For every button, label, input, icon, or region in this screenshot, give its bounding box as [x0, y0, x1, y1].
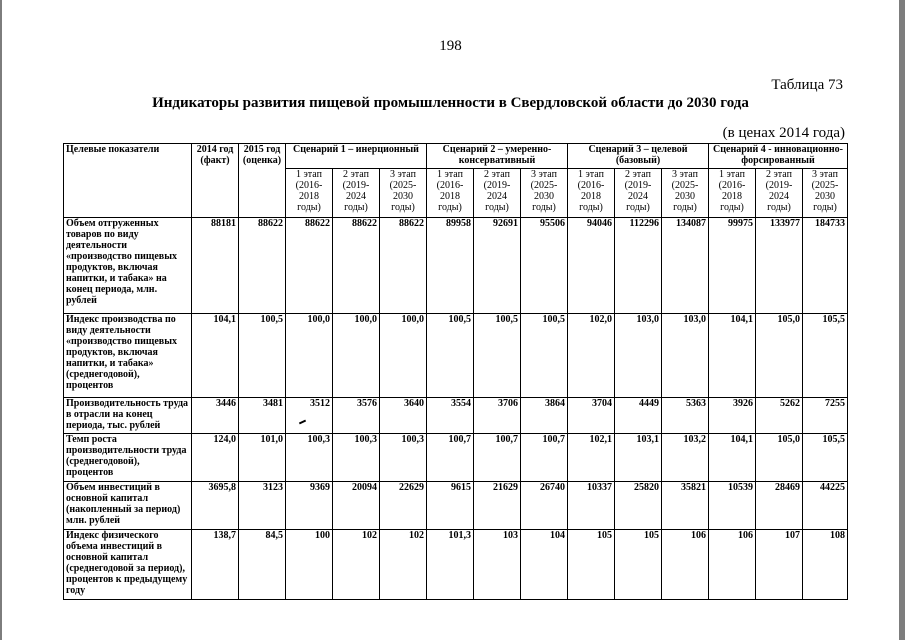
- cell: 3706: [474, 398, 521, 434]
- cell: 44225: [803, 482, 848, 530]
- header-scenario-1: Сценарий 1 – инерционный: [286, 144, 427, 169]
- header-row-scenarios: [64, 144, 848, 169]
- cell: 94046: [568, 218, 615, 314]
- stage-2-header: 2 этап (2019-2024 годы): [474, 169, 521, 218]
- cell: 108: [803, 530, 848, 600]
- cell: 103: [474, 530, 521, 600]
- header-scenario-2: Сценарий 2 – умеренно-консервативный: [427, 144, 568, 169]
- cell: 106: [662, 530, 709, 600]
- cell: 21629: [474, 482, 521, 530]
- stage-1-header: 1 этап (2016-2018 годы): [709, 169, 756, 218]
- table-title: Индикаторы развития пищевой промышленности в Свердловской области до 2030 года: [152, 95, 749, 111]
- cell: 100,7: [474, 434, 521, 482]
- table-row: [64, 482, 848, 530]
- table-row: [64, 398, 848, 434]
- cell: 105,0: [756, 314, 803, 398]
- stage-1-header: 1 этап (2016-2018 годы): [427, 169, 474, 218]
- stage-1-header: 1 этап (2016-2018 годы): [568, 169, 615, 218]
- cell: 5363: [662, 398, 709, 434]
- cell: 88181: [192, 218, 239, 314]
- cell: 3123: [239, 482, 286, 530]
- cell: 7255: [803, 398, 848, 434]
- cell: 22629: [380, 482, 427, 530]
- header-2015: 2015 год (оценка): [239, 144, 286, 218]
- table-row: [64, 434, 848, 482]
- cell: 100,5: [427, 314, 474, 398]
- price-note: (в ценах 2014 года): [722, 125, 845, 141]
- cell: 134087: [662, 218, 709, 314]
- cell: 88622: [286, 218, 333, 314]
- cell: 103,0: [662, 314, 709, 398]
- cell: 3704: [568, 398, 615, 434]
- cell: 101,0: [239, 434, 286, 482]
- row-label: Объем отгруженных товаров по виду деятельности «производство пищевых продуктов, включая напитки, и табака» на конец периода, млн. рублей: [64, 218, 192, 314]
- table-row: [64, 314, 848, 398]
- row-label: Объем инвестиций в основной капитал (накопленный за период) млн. рублей: [64, 482, 192, 530]
- cell: 20094: [333, 482, 380, 530]
- cell: 184733: [803, 218, 848, 314]
- cell: 100,5: [521, 314, 568, 398]
- cell: 100,5: [239, 314, 286, 398]
- cell: 3481: [239, 398, 286, 434]
- cell: 3446: [192, 398, 239, 434]
- cell: 9369: [286, 482, 333, 530]
- document-page: [2, 0, 899, 640]
- cell: 105: [568, 530, 615, 600]
- cell: 103,0: [615, 314, 662, 398]
- cell: 100,7: [427, 434, 474, 482]
- cell: 99975: [709, 218, 756, 314]
- stage-3-header: 3 этап (2025-2030 годы): [803, 169, 848, 218]
- cell: 88622: [380, 218, 427, 314]
- cell: 26740: [521, 482, 568, 530]
- cell: 104,1: [709, 434, 756, 482]
- table-row: [64, 530, 848, 600]
- cell: 100: [286, 530, 333, 600]
- cell: 3554: [427, 398, 474, 434]
- cell: 107: [756, 530, 803, 600]
- cell: 100,3: [380, 434, 427, 482]
- cell: 84,5: [239, 530, 286, 600]
- cell: 100,0: [286, 314, 333, 398]
- cell: 105,5: [803, 434, 848, 482]
- cell: 105,0: [756, 434, 803, 482]
- cell: 3926: [709, 398, 756, 434]
- cell: 100,3: [333, 434, 380, 482]
- cell: 138,7: [192, 530, 239, 600]
- cell: 101,3: [427, 530, 474, 600]
- cell: 102: [380, 530, 427, 600]
- cell: 104,1: [709, 314, 756, 398]
- cell: 102,0: [568, 314, 615, 398]
- cell: 100,3: [286, 434, 333, 482]
- stage-3-header: 3 этап (2025-2030 годы): [521, 169, 568, 218]
- cell: 28469: [756, 482, 803, 530]
- cell: 105,5: [803, 314, 848, 398]
- cell: 25820: [615, 482, 662, 530]
- stage-3-header: 3 этап (2025-2030 годы): [662, 169, 709, 218]
- header-scenario-4: Сценарий 4 - инновационно-форсированный: [709, 144, 848, 169]
- cell: 100,0: [380, 314, 427, 398]
- stage-1-header: 1 этап (2016-2018 годы): [286, 169, 333, 218]
- cell: 3512: [286, 398, 333, 434]
- row-label: Индекс физического объема инвестиций в основной капитал (среднегодовой за период), процентов к предыдущему году: [64, 530, 192, 600]
- cell: 124,0: [192, 434, 239, 482]
- cell: 88622: [333, 218, 380, 314]
- cell: 100,5: [474, 314, 521, 398]
- cell: 88622: [239, 218, 286, 314]
- page-number: 198: [439, 38, 462, 54]
- cell: 112296: [615, 218, 662, 314]
- row-label: Темп роста производительности труда (среднегодовой), процентов: [64, 434, 192, 482]
- cell: 9615: [427, 482, 474, 530]
- cell: 95506: [521, 218, 568, 314]
- cell: 100,0: [333, 314, 380, 398]
- cell: 10539: [709, 482, 756, 530]
- cell: 103,1: [615, 434, 662, 482]
- header-2014: 2014 год (факт): [192, 144, 239, 218]
- cell: 35821: [662, 482, 709, 530]
- cell: 92691: [474, 218, 521, 314]
- cell: 104: [521, 530, 568, 600]
- cell: 106: [709, 530, 756, 600]
- cell: 3640: [380, 398, 427, 434]
- header-scenario-3: Сценарий 3 – целевой (базовый): [568, 144, 709, 169]
- cell: 89958: [427, 218, 474, 314]
- cell: 4449: [615, 398, 662, 434]
- cell: 105: [615, 530, 662, 600]
- cell: 3695,8: [192, 482, 239, 530]
- cell: 104,1: [192, 314, 239, 398]
- stage-2-header: 2 этап (2019-2024 годы): [333, 169, 380, 218]
- stage-2-header: 2 этап (2019-2024 годы): [615, 169, 662, 218]
- cell: 102: [333, 530, 380, 600]
- cell: 100,7: [521, 434, 568, 482]
- indicators-table: [63, 143, 848, 600]
- header-indicators: Целевые показатели: [64, 144, 192, 218]
- cell: 103,2: [662, 434, 709, 482]
- cell: 10337: [568, 482, 615, 530]
- stage-3-header: 3 этап (2025-2030 годы): [380, 169, 427, 218]
- table-row: [64, 218, 848, 314]
- row-label: Индекс производства по виду деятельности «производство пищевых продуктов, включая напитки, и табака» (среднегодовой), процентов: [64, 314, 192, 398]
- row-label: Производительность труда в отрасли на конец периода, тыс. рублей: [64, 398, 192, 434]
- table-number: Таблица 73: [771, 77, 843, 93]
- cell: 133977: [756, 218, 803, 314]
- stage-2-header: 2 этап (2019-2024 годы): [756, 169, 803, 218]
- cell: 102,1: [568, 434, 615, 482]
- cell: 5262: [756, 398, 803, 434]
- cell: 3864: [521, 398, 568, 434]
- cell: 3576: [333, 398, 380, 434]
